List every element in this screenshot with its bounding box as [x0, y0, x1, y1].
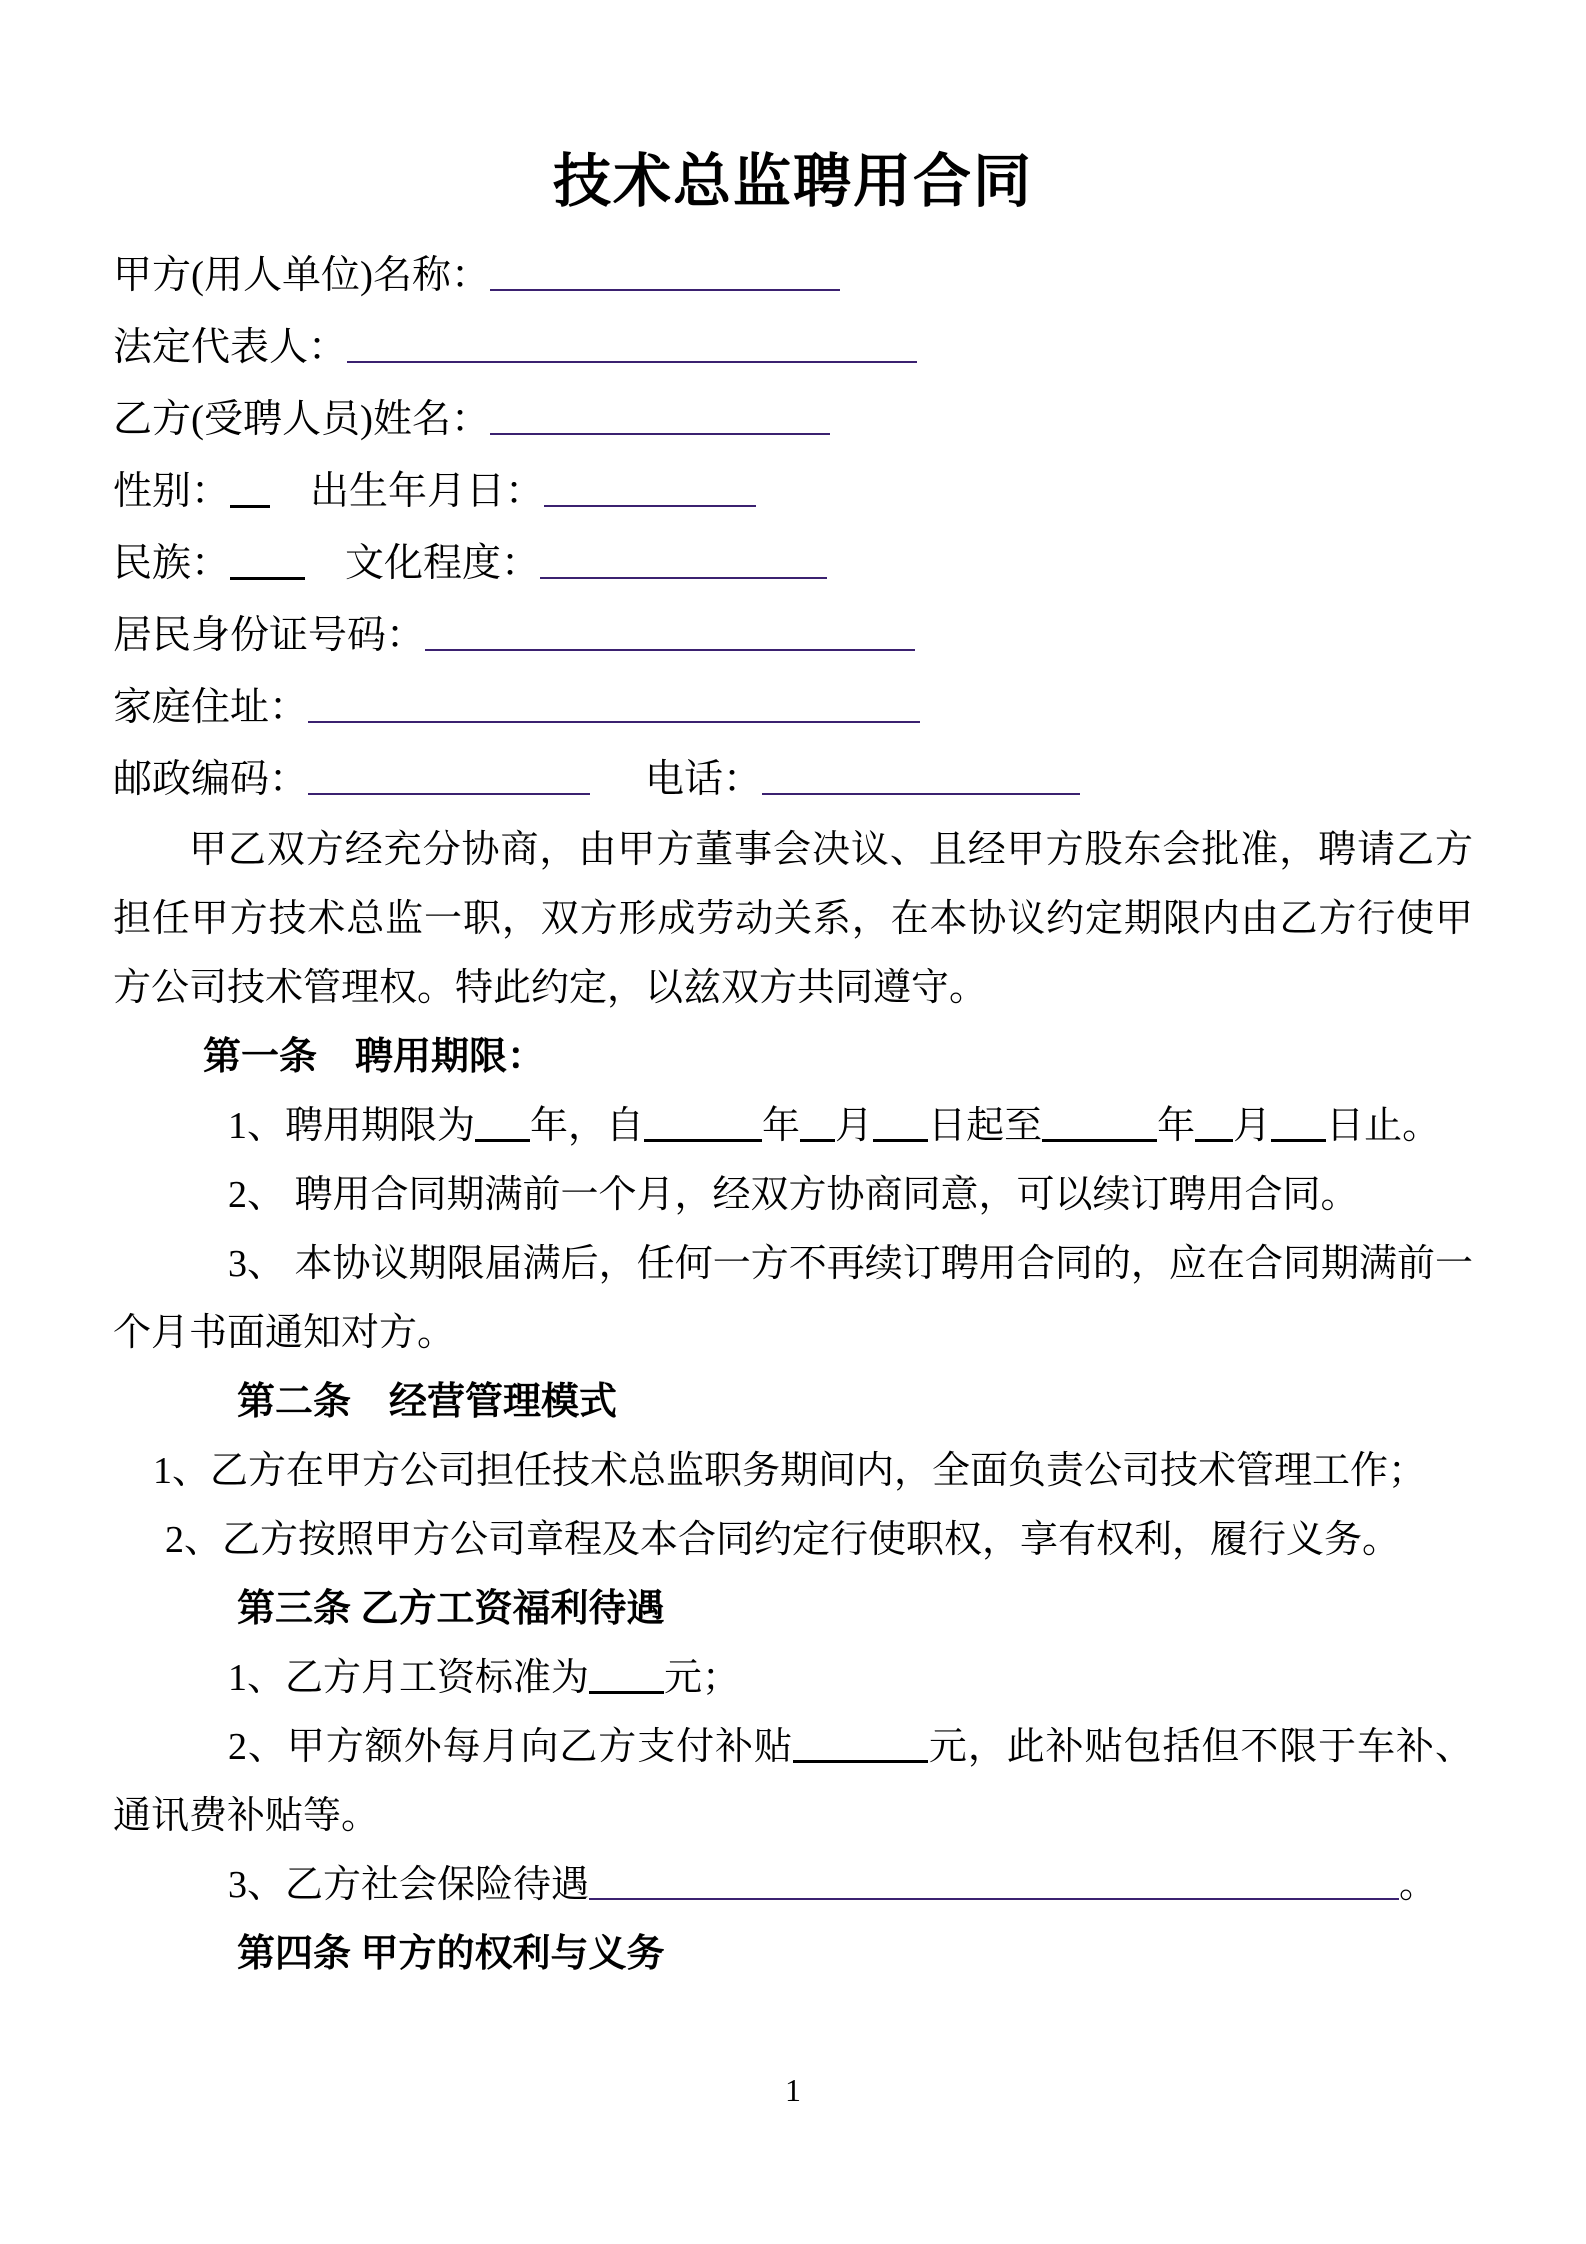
fill-in-line: [475, 1105, 530, 1142]
form-label: 居民身份证号码：: [113, 613, 426, 657]
clause-3-item-3: [113, 1851, 1473, 1920]
clause-3-item-2: [113, 1713, 1473, 1851]
clause-text: 元；: [664, 1656, 741, 1699]
page-number: 1: [785, 2072, 801, 2108]
clause-2-item-1: 1、乙方在甲方公司担任技术总监职务期间内，全面负责公司技术管理工作；: [153, 1449, 1427, 1492]
fill-in-line: [347, 326, 917, 363]
clause-2-item-2: 2、乙方按照甲方公司章程及本合同约定行使职权，享有权利，履行义务。: [165, 1518, 1401, 1561]
clause-text: 日起至: [928, 1104, 1043, 1147]
fill-in-line: [589, 1864, 1399, 1900]
form-label: 法定代表人：: [113, 325, 348, 369]
form-row-postcode-phone: [113, 744, 1473, 816]
clause-1-item-2: 2、 聘用合同期满前一个月，经双方协商同意，可以续订聘用合同。: [228, 1173, 1359, 1216]
form-row-id-number: [113, 600, 1473, 672]
clause-text: 。: [1399, 1863, 1438, 1906]
fill-in-line: [540, 542, 827, 579]
clause-text: 年，自: [530, 1104, 645, 1147]
fill-in-line: [1195, 1105, 1233, 1142]
fill-in-line: [308, 686, 920, 723]
form-row-company: [113, 240, 1473, 312]
section-4-heading: 第四条 甲方的权利与义务: [237, 1932, 665, 1975]
fill-in-line: [230, 470, 270, 508]
clause-text: 2、甲方额外每月向乙方支付补贴: [228, 1725, 793, 1768]
fill-in-line: [589, 1657, 664, 1694]
form-row-employee-name: [113, 384, 1473, 456]
clause-text: 元，此补贴包括但不限于车补、通讯费补贴等。: [113, 1725, 1473, 1837]
clause-1-item-1: [113, 1092, 1473, 1161]
form-label: 性别：: [113, 469, 231, 513]
form-label: 邮政编码：: [113, 757, 309, 801]
form-label: 民族：: [113, 541, 231, 585]
clause-text: 3、乙方社会保险待遇: [228, 1863, 590, 1906]
page-title: 技术总监聘用合同: [552, 149, 1033, 214]
form-row-legal-rep: [113, 312, 1473, 384]
fill-in-line: [644, 1105, 762, 1142]
fill-in-line: [873, 1105, 928, 1142]
intro-paragraph: 甲乙双方经充分协商，由甲方董事会决议、且经甲方股东会批准，聘请乙方担任甲方技术总监一职，双方形成劳动关系，在本协议约定期限内由乙方行使甲方公司技术管理权。特此约定，以兹双方共同遵守。: [113, 828, 1473, 1009]
form-row-ethnic-education: [113, 528, 1473, 600]
clause-text: 1、聘用期限为: [228, 1104, 476, 1147]
fill-in-line: [308, 758, 590, 795]
section-1-heading: 第一条 聘用期限：: [203, 1035, 546, 1078]
fill-in-line: [793, 1726, 928, 1763]
clause-text: 日止。: [1326, 1104, 1441, 1147]
form-row-address: [113, 672, 1473, 744]
fill-in-line: [762, 758, 1080, 795]
fill-in-line: [490, 254, 840, 291]
clause-text: 年: [1157, 1104, 1196, 1147]
form-label: 家庭住址：: [113, 685, 309, 729]
fill-in-line: [544, 470, 756, 507]
clause-text: 年: [762, 1104, 801, 1147]
fill-in-line: [1271, 1105, 1326, 1142]
clause-text: 月: [835, 1104, 874, 1147]
fill-in-line: [425, 614, 915, 651]
form-label: 出生年月日：: [310, 469, 545, 513]
header-form: [113, 240, 1473, 816]
form-label: 乙方(受聘人员)姓名：: [113, 397, 490, 441]
fill-in-line: [800, 1105, 835, 1142]
form-label: 电话：: [645, 757, 763, 801]
fill-in-line: [490, 398, 830, 435]
clause-text: 1、乙方月工资标准为: [228, 1656, 590, 1699]
fill-in-line: [1042, 1105, 1157, 1142]
fill-in-line: [230, 542, 305, 580]
form-row-gender-birth: [113, 456, 1473, 528]
form-label: 文化程度：: [345, 541, 541, 585]
clause-text: 月: [1233, 1104, 1272, 1147]
clause-3-item-1: [113, 1644, 1473, 1713]
clause-1-item-3: 3、 本协议期限届满后，任何一方不再续订聘用合同的，应在合同期满前一个月书面通知对方。: [113, 1242, 1473, 1354]
section-2-heading: 第二条 经营管理模式: [237, 1380, 618, 1423]
form-label: 甲方(用人单位)名称：: [113, 253, 490, 297]
section-3-heading: 第三条 乙方工资福利待遇: [237, 1587, 665, 1630]
